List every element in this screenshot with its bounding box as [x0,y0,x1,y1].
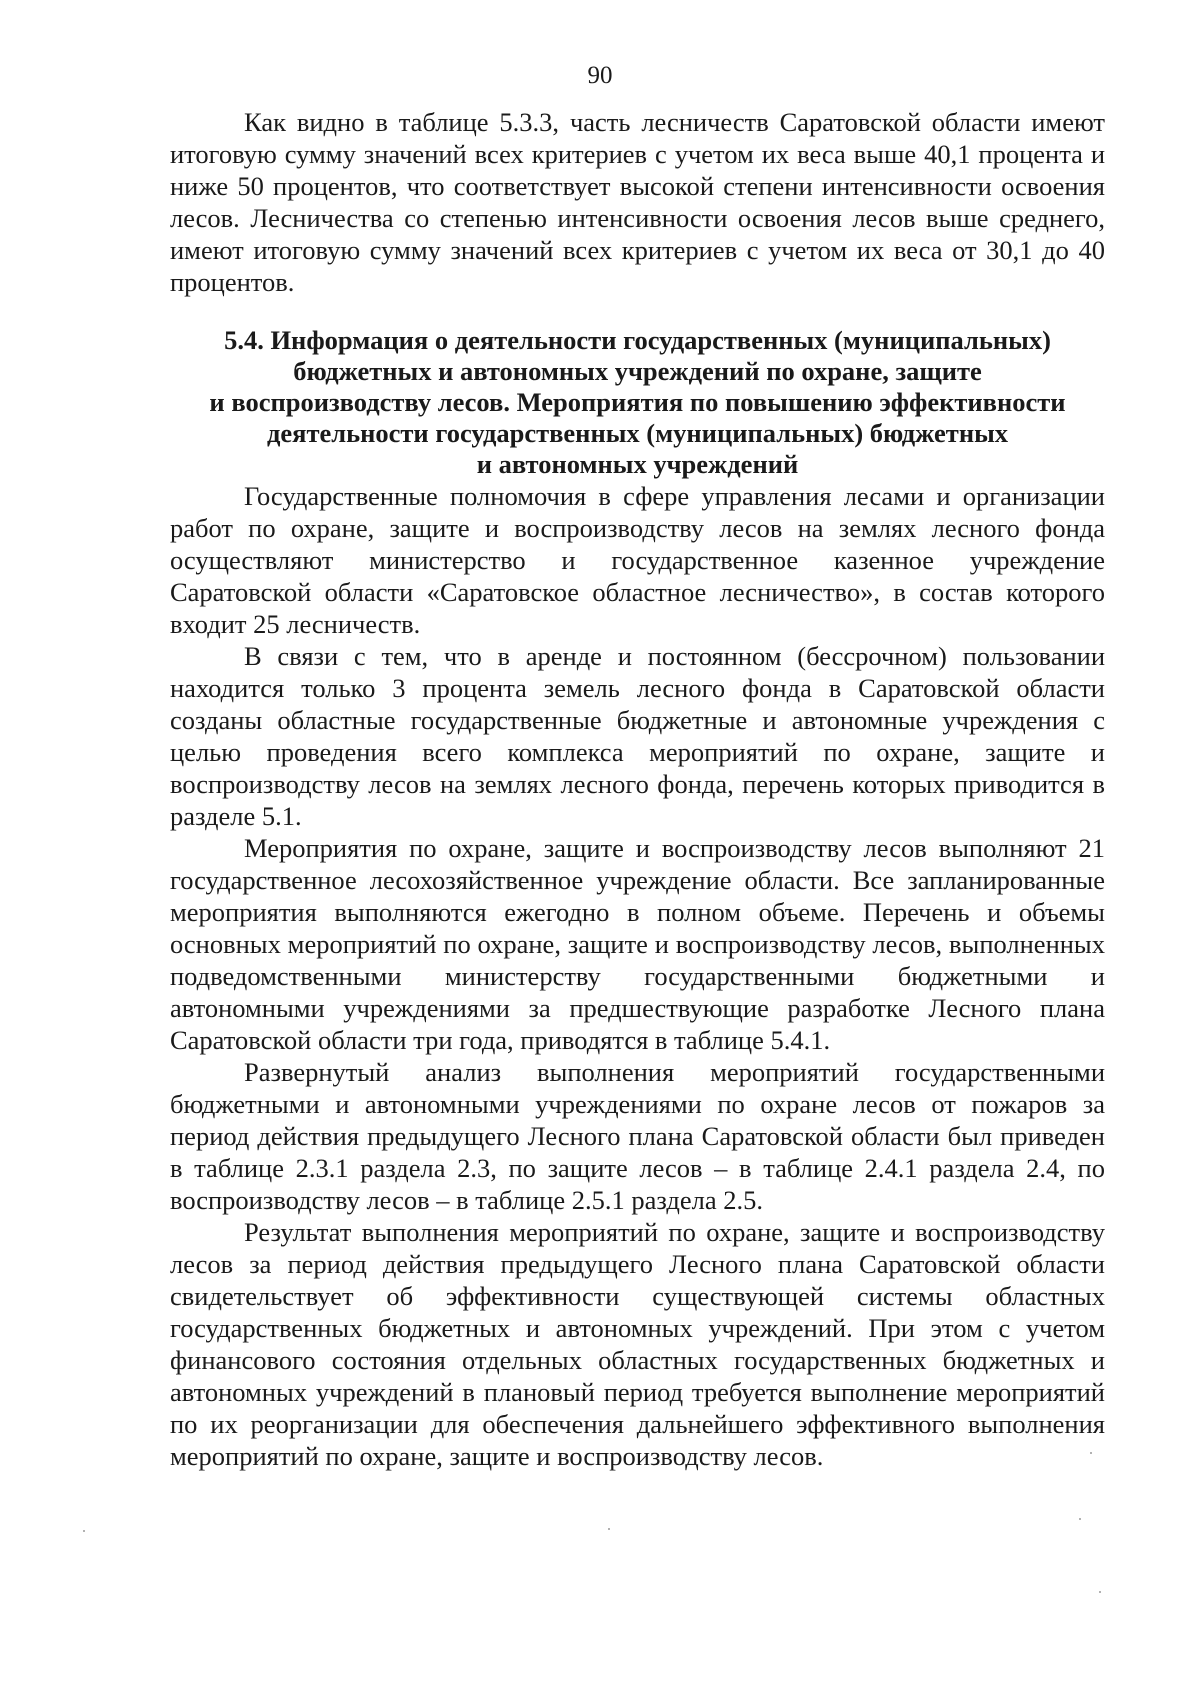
section-heading-line: и автономных учреждений [476,449,799,479]
body-paragraph: Государственные полномочия в сфере управления лесами и организации работ по охране, защите и воспроизводству лесов на землях лесного фонда осуществляют министерство и государственное казенное учреждение Саратовской области «Саратовское областное лесничество», в состав которого входит 25 лесничеств. [170,481,1105,639]
scan-speck [1079,1518,1081,1520]
page-content [170,106,1105,1472]
body-paragraph: Развернутый анализ выполнения мероприятий государственными бюджетными и автономными учреждениями по охране лесов от пожаров за период действия предыдущего Лесного плана Саратовской области был приведен в таблице 2.3.1 раздела 2.3, по защите лесов – в таблице 2.4.1 раздела 2.4, по воспроизводству лесов – в таблице 2.5.1 раздела 2.5. [170,1057,1105,1215]
intro-paragraph: Как видно в таблице 5.3.3, часть лесничеств Саратовской области имеют итоговую сумму значений всех критериев с учетом их веса выше 40,1 процента и ниже 50 процентов, что соответствует высокой степени интенсивности освоения лесов. Лесничества со степенью интенсивности освоения лесов выше среднего, имеют итоговую сумму значений всех критериев с учетом их веса от 30,1 до 40 процентов. [170,107,1105,297]
scan-speck [608,1528,610,1530]
body-paragraph: Мероприятия по охране, защите и воспроизводству лесов выполняют 21 государственное лесохозяйственное учреждение области. Все запланированные мероприятия выполняются ежегодно в полном объеме. Перечень и объемы основных мероприятий по охране, защите и воспроизводству лесов, выполненных подведомственными министерству государственными бюджетными и автономными учреждениями за предшествующие разработке Лесного плана Саратовской области три года, приводятся в таблице 5.4.1. [170,833,1105,1055]
body-paragraph: В связи с тем, что в аренде и постоянном (бессрочном) пользовании находится только 3 процента земель лесного фонда в Саратовской области созданы областные государственные бюджетные и автономные учреждения с целью проведения всего комплекса мероприятий по охране, защите и воспроизводству лесов на землях лесного фонда, перечень которых приводится в разделе 5.1. [170,641,1105,831]
scan-speck [1090,1452,1092,1454]
section-heading-line: 5.4. Информация о деятельности государственных (муниципальных) [224,325,1051,355]
scan-speck [83,1530,85,1532]
section-heading [170,325,1105,480]
scan-speck [1099,1591,1101,1593]
section-heading-line: и воспроизводству лесов. Мероприятия по повышению эффективности [209,387,1066,417]
page-number: 90 [587,62,613,89]
section-heading-line: деятельности государственных (муниципальных) бюджетных [266,418,1009,448]
body-paragraph: Результат выполнения мероприятий по охране, защите и воспроизводству лесов за период действия предыдущего Лесного плана Саратовской области свидетельствует об эффективности существующей системы областных государственных бюджетных и автономных учреждений. При этом с учетом финансового состояния отдельных областных государственных бюджетных и автономных учреждений в плановый период требуется выполнение мероприятий по их реорганизации для обеспечения дальнейшего эффективного выполнения мероприятий по охране, защите и воспроизводству лесов. [170,1217,1105,1471]
section-heading-line: бюджетных и автономных учреждений по охране, защите [293,356,982,386]
